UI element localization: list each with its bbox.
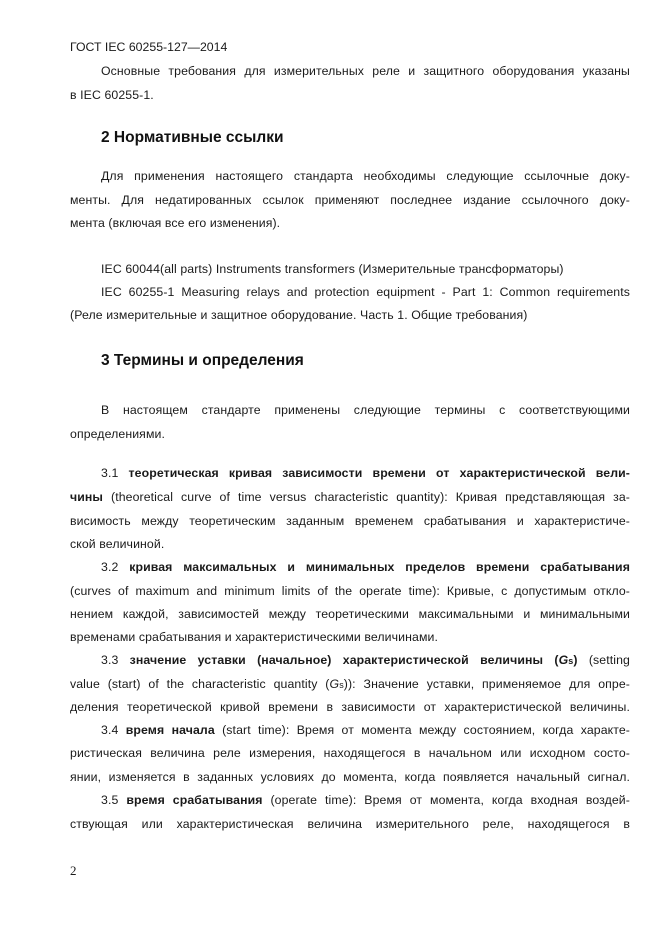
term-3-1-line-2 xyxy=(70,489,630,505)
standard-code: ГОСТ IEC 60255-127—2014 xyxy=(70,40,228,54)
section-2-para-line-3: мента (включая все его изменения). xyxy=(70,216,281,230)
term-3-4-line-3: янии, изменяется в заданных условиях до момента, когда появляется начальный сигнал. xyxy=(70,770,630,784)
term-3-1-line-3: висимость между теоретическим заданным временем срабатывания и характеристиче- xyxy=(70,514,630,528)
term-3-3-line-2: value (start) of the characteristic quantity (Gs)): Значение уставки, применяемое для опре- xyxy=(70,677,630,691)
page-number: 2 xyxy=(70,863,77,878)
term-3-4-line-2: ристическая величина реле измерения, находящегося в начальном или исходном состо- xyxy=(70,746,630,760)
reference-iec-60044: IEC 60044(all parts) Instruments transformers (Измерительные трансформаторы) xyxy=(101,262,564,276)
term-3-2-number: 3.2 xyxy=(101,560,130,574)
term-3-3-number: 3.3 xyxy=(101,653,130,667)
term-3-1-line-4: ской величиной. xyxy=(70,537,165,551)
section-2-para-line-1: Для применения настоящего стандарта необходимы следующие ссылочные доку- xyxy=(101,169,630,183)
term-3-2-line-4: временами срабатывания и характеристическими величинами. xyxy=(70,630,438,644)
term-3-1-line-1 xyxy=(101,465,630,481)
intro-line-1: Основные требования для измерительных реле и защитного оборудования указаны xyxy=(101,64,630,78)
term-3-2-line-3: нением каждой, зависимостей между теоретическими максимальными и минимальными xyxy=(70,607,630,621)
section-2-title: 2 Нормативные ссылки xyxy=(101,129,284,146)
section-3-title: 3 Термины и определения xyxy=(101,352,304,369)
section-3-intro-line-2: определениями. xyxy=(70,427,165,441)
term-3-1-number: 3.1 xyxy=(101,466,129,480)
term-3-3-english-start: (setting xyxy=(577,653,630,667)
term-3-2-line-2: (curves of maximum and minimum limits of the operate time): Кривые, с допустимым откло- xyxy=(70,584,630,598)
reference-iec-60255-1-line-2: (Реле измерительные и защитное оборудование. Часть 1. Общие требования) xyxy=(70,308,528,322)
term-3-1-title: теоретическая кривая зависимости времени от характеристической вели- xyxy=(128,466,630,480)
term-3-5-number: 3.5 xyxy=(101,793,127,807)
intro-line-2: в IEC 60255-1. xyxy=(70,88,154,102)
term-3-3-line-3: деления теоретической кривой времени в зависимости от характеристической величины. xyxy=(70,700,630,714)
term-3-2-title: кривая максимальных и минимальных пределов времени срабатывания xyxy=(129,560,630,574)
term-3-5-line-1: 3.5 время срабатывания (operate time): Время от момента, когда входная воздей- xyxy=(101,793,630,807)
term-3-1-title-end: чины xyxy=(70,490,104,504)
term-3-4-line-1: 3.4 время начала (start time): Время от момента между состоянием, когда характе- xyxy=(101,723,631,737)
section-2-para-line-2: менты. Для недатированных ссылок применяют последнее издание ссылочного доку- xyxy=(70,193,630,207)
term-3-2-line-1 xyxy=(101,559,630,575)
term-3-3-line-1 xyxy=(101,652,630,669)
reference-iec-60255-1-line-1: IEC 60255-1 Measuring relays and protection equipment - Part 1: Common requirements xyxy=(101,285,630,299)
term-3-4-title: время начала xyxy=(125,723,215,737)
term-3-5-line-2: ствующая или характеристическая величина измерительного реле, находящегося в xyxy=(70,817,630,831)
term-3-5-title: время срабатывания xyxy=(126,793,263,807)
section-3-intro-line-1: В настоящем стандарте применены следующие термины с соответствующими xyxy=(101,403,630,417)
term-3-4-number: 3.4 xyxy=(101,723,126,737)
term-3-3-title: значение уставки (начальное) характеристической величины (Gs) xyxy=(129,653,578,667)
term-3-1-definition-start: (theoretical curve of time versus characteristic quantity): Кривая представляющая за- xyxy=(103,490,630,504)
